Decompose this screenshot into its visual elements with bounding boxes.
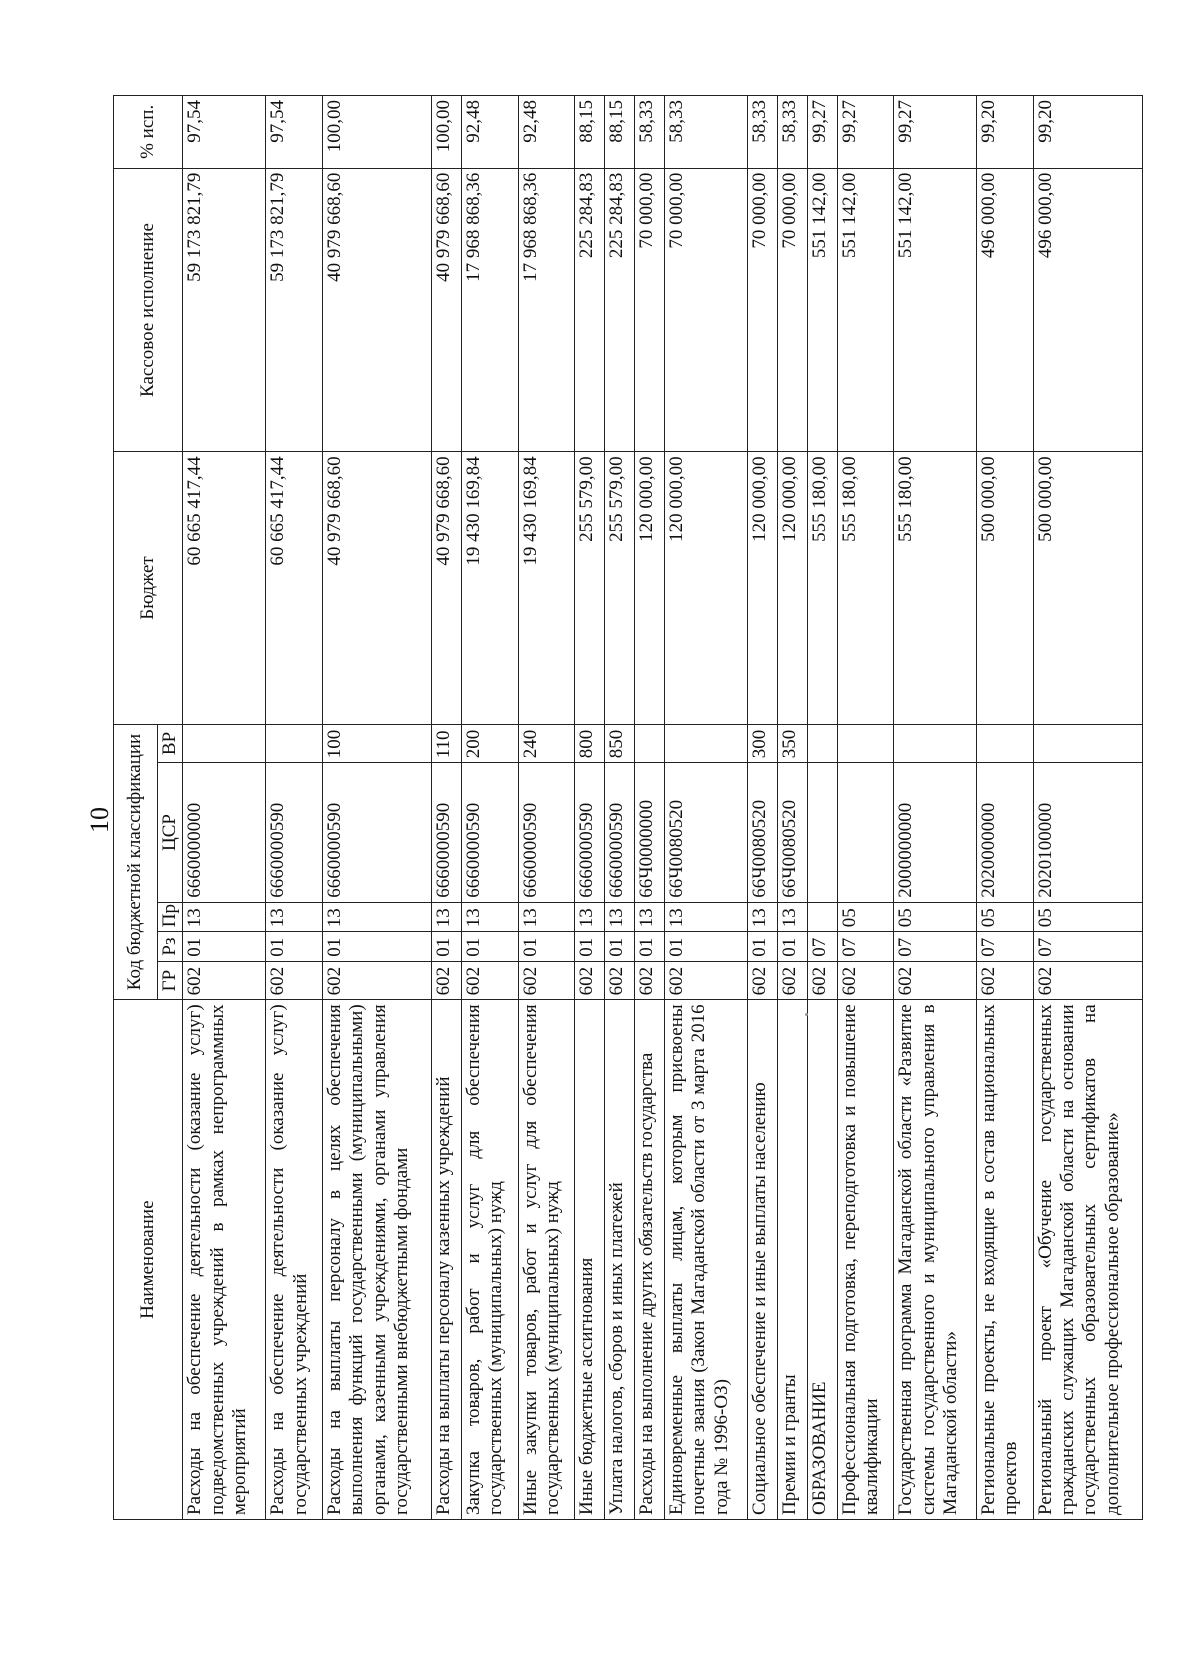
row-csr-cell bbox=[807, 763, 837, 903]
row-budget-cell: 120 000,00 bbox=[747, 452, 777, 724]
row-pr-cell: 13 bbox=[604, 902, 634, 932]
row-percent-cell: 99,20 bbox=[977, 96, 1033, 169]
row-csr-cell: 66Ч0080520 bbox=[664, 763, 747, 903]
row-percent-cell: 99,27 bbox=[807, 96, 837, 169]
row-csr-cell: 2020000000 bbox=[977, 763, 1033, 903]
header-rz: Рз bbox=[158, 932, 183, 962]
row-csr-cell: 6660000590 bbox=[322, 763, 431, 903]
row-execution-cell: 17 968 868,36 bbox=[518, 168, 574, 452]
row-pr-cell: 05 bbox=[837, 902, 893, 932]
row-csr-cell: 66Ч0080520 bbox=[747, 763, 777, 903]
row-pr-cell: 13 bbox=[432, 902, 462, 932]
row-vr-cell: 100 bbox=[322, 724, 431, 763]
row-percent-cell: 58,33 bbox=[747, 96, 777, 169]
table-row bbox=[894, 96, 977, 1520]
header-pr: Пр bbox=[158, 902, 183, 932]
row-execution-cell: 59 173 821,79 bbox=[183, 168, 266, 452]
row-name-cell: Государственная программа Магаданской области «Развитие системы государственного и муниципального управления в Магаданской области» bbox=[894, 1000, 977, 1520]
row-budget-cell: 120 000,00 bbox=[634, 452, 664, 724]
row-gr-cell: 602 bbox=[266, 961, 322, 1000]
header-execution: Кассовое исполнение bbox=[114, 168, 183, 452]
row-name-cell: Социальное обеспечение и иные выплаты населению bbox=[747, 1000, 777, 1520]
row-gr-cell: 602 bbox=[574, 961, 604, 1000]
row-pr-cell: 05 bbox=[1033, 902, 1143, 932]
row-gr-cell: 602 bbox=[837, 961, 893, 1000]
row-budget-cell: 555 180,00 bbox=[837, 452, 893, 724]
row-name-cell: Расходы на выплаты персоналу в целях обеспечения выполнения функций государственными (муниципальными) органами, казенными учреждениями, органами управления государственными внебюджетными фондами bbox=[322, 1000, 431, 1520]
row-rz-cell: 01 bbox=[574, 932, 604, 962]
table-row bbox=[837, 96, 893, 1520]
row-csr-cell: 6660000000 bbox=[183, 763, 266, 903]
row-execution-cell: 17 968 868,36 bbox=[462, 168, 518, 452]
row-rz-cell: 07 bbox=[894, 932, 977, 962]
row-execution-cell: 496 000,00 bbox=[1033, 168, 1143, 452]
row-gr-cell: 602 bbox=[432, 961, 462, 1000]
row-percent-cell: 100,00 bbox=[322, 96, 431, 169]
row-budget-cell: 19 430 169,84 bbox=[462, 452, 518, 724]
row-csr-cell: 66Ч0080520 bbox=[777, 763, 807, 903]
row-pr-cell: 05 bbox=[894, 902, 977, 932]
row-budget-cell: 500 000,00 bbox=[977, 452, 1033, 724]
row-budget-cell: 19 430 169,84 bbox=[518, 452, 574, 724]
row-pr-cell bbox=[807, 902, 837, 932]
row-percent-cell: 97,54 bbox=[183, 96, 266, 169]
row-percent-cell: 99,20 bbox=[1033, 96, 1143, 169]
table-row bbox=[322, 96, 431, 1520]
row-gr-cell: 602 bbox=[634, 961, 664, 1000]
row-pr-cell: 13 bbox=[266, 902, 322, 932]
row-rz-cell: 01 bbox=[664, 932, 747, 962]
row-pr-cell: 13 bbox=[322, 902, 431, 932]
row-csr-cell: 6660000590 bbox=[604, 763, 634, 903]
row-csr-cell: 6660000590 bbox=[574, 763, 604, 903]
budget-table bbox=[113, 95, 1143, 1520]
row-vr-cell bbox=[894, 724, 977, 763]
row-budget-cell: 120 000,00 bbox=[777, 452, 807, 724]
row-vr-cell: 350 bbox=[777, 724, 807, 763]
header-vr: ВР bbox=[158, 724, 183, 763]
table-body bbox=[183, 96, 1143, 1520]
row-name-cell: Региональный проект «Обучение государственных гражданских служащих Магаданской области на основании государственных образовательных сертификатов на дополнительное профессиональное образование» bbox=[1033, 1000, 1143, 1520]
row-rz-cell: 07 bbox=[837, 932, 893, 962]
header-gr: ГР bbox=[158, 961, 183, 1000]
row-csr-cell: 2020100000 bbox=[1033, 763, 1143, 903]
row-budget-cell: 120 000,00 bbox=[664, 452, 747, 724]
row-execution-cell: 70 000,00 bbox=[664, 168, 747, 452]
row-vr-cell: 200 bbox=[462, 724, 518, 763]
row-percent-cell: 99,27 bbox=[894, 96, 977, 169]
row-execution-cell: 225 284,83 bbox=[574, 168, 604, 452]
row-name-cell: Региональные проекты, не входящие в состав национальных проектов bbox=[977, 1000, 1033, 1520]
row-name-cell: Профессиональная подготовка, переподготовка и повышение квалификации bbox=[837, 1000, 893, 1520]
table-row bbox=[574, 96, 604, 1520]
row-gr-cell: 602 bbox=[807, 961, 837, 1000]
page-number: 10 bbox=[85, 807, 114, 833]
row-rz-cell: 01 bbox=[266, 932, 322, 962]
row-execution-cell: 40 979 668,60 bbox=[322, 168, 431, 452]
row-name-cell: Расходы на выплаты персоналу казенных учреждений bbox=[432, 1000, 462, 1520]
row-rz-cell: 01 bbox=[634, 932, 664, 962]
row-execution-cell: 225 284,83 bbox=[604, 168, 634, 452]
row-vr-cell bbox=[807, 724, 837, 763]
row-execution-cell: 551 142,00 bbox=[894, 168, 977, 452]
row-budget-cell: 255 579,00 bbox=[574, 452, 604, 724]
header-percent: % исп. bbox=[114, 96, 183, 169]
row-name-cell: Уплата налогов, сборов и иных платежей bbox=[604, 1000, 634, 1520]
row-rz-cell: 07 bbox=[807, 932, 837, 962]
row-csr-cell: 6660000590 bbox=[266, 763, 322, 903]
row-percent-cell: 100,00 bbox=[432, 96, 462, 169]
header-budget: Бюджет bbox=[114, 452, 183, 724]
table-row bbox=[432, 96, 462, 1520]
table-row bbox=[634, 96, 664, 1520]
row-budget-cell: 555 180,00 bbox=[894, 452, 977, 724]
row-percent-cell: 92,48 bbox=[518, 96, 574, 169]
row-vr-cell: 240 bbox=[518, 724, 574, 763]
row-gr-cell: 602 bbox=[604, 961, 634, 1000]
row-pr-cell: 13 bbox=[574, 902, 604, 932]
row-rz-cell: 01 bbox=[518, 932, 574, 962]
row-vr-cell bbox=[664, 724, 747, 763]
table-row bbox=[1033, 96, 1143, 1520]
row-rz-cell: 01 bbox=[604, 932, 634, 962]
scan-speck bbox=[805, 1013, 808, 1016]
row-vr-cell: 300 bbox=[747, 724, 777, 763]
row-pr-cell: 13 bbox=[462, 902, 518, 932]
row-budget-cell: 40 979 668,60 bbox=[432, 452, 462, 724]
row-pr-cell: 13 bbox=[747, 902, 777, 932]
row-rz-cell: 01 bbox=[777, 932, 807, 962]
row-execution-cell: 70 000,00 bbox=[634, 168, 664, 452]
row-name-cell: Расходы на выполнение других обязательств государства bbox=[634, 1000, 664, 1520]
row-rz-cell: 01 bbox=[747, 932, 777, 962]
row-percent-cell: 58,33 bbox=[664, 96, 747, 169]
table-row bbox=[977, 96, 1033, 1520]
row-gr-cell: 602 bbox=[1033, 961, 1143, 1000]
row-csr-cell: 2000000000 bbox=[894, 763, 977, 903]
row-pr-cell: 13 bbox=[664, 902, 747, 932]
header-name: Наименование bbox=[114, 1000, 183, 1520]
row-csr-cell: 66Ч0000000 bbox=[634, 763, 664, 903]
row-rz-cell: 01 bbox=[183, 932, 266, 962]
row-gr-cell: 602 bbox=[664, 961, 747, 1000]
header-classification: Код бюджетной классификации bbox=[114, 724, 158, 1000]
header-csr: ЦСР bbox=[158, 763, 183, 903]
row-rz-cell: 07 bbox=[977, 932, 1033, 962]
row-pr-cell: 05 bbox=[977, 902, 1033, 932]
row-execution-cell: 551 142,00 bbox=[807, 168, 837, 452]
row-name-cell: Расходы на обеспечение деятельности (оказание услуг) подведомственных учреждений в рамках непрограммных мероприятий bbox=[183, 1000, 266, 1520]
row-budget-cell: 60 665 417,44 bbox=[266, 452, 322, 724]
row-percent-cell: 99,27 bbox=[837, 96, 893, 169]
row-gr-cell: 602 bbox=[777, 961, 807, 1000]
row-gr-cell: 602 bbox=[977, 961, 1033, 1000]
row-budget-cell: 255 579,00 bbox=[604, 452, 634, 724]
row-execution-cell: 40 979 668,60 bbox=[432, 168, 462, 452]
row-budget-cell: 40 979 668,60 bbox=[322, 452, 431, 724]
row-budget-cell: 555 180,00 bbox=[807, 452, 837, 724]
row-budget-cell: 60 665 417,44 bbox=[183, 452, 266, 724]
row-percent-cell: 88,15 bbox=[604, 96, 634, 169]
row-percent-cell: 88,15 bbox=[574, 96, 604, 169]
table-row bbox=[518, 96, 574, 1520]
row-pr-cell: 13 bbox=[777, 902, 807, 932]
row-execution-cell: 59 173 821,79 bbox=[266, 168, 322, 452]
row-name-cell: Иные закупки товаров, работ и услуг для обеспечения государственных (муниципальных) нужд bbox=[518, 1000, 574, 1520]
row-vr-cell: 800 bbox=[574, 724, 604, 763]
table-row bbox=[604, 96, 634, 1520]
row-percent-cell: 97,54 bbox=[266, 96, 322, 169]
table-row bbox=[266, 96, 322, 1520]
row-gr-cell: 602 bbox=[518, 961, 574, 1000]
row-vr-cell: 110 bbox=[432, 724, 462, 763]
row-csr-cell: 6660000590 bbox=[462, 763, 518, 903]
row-gr-cell: 602 bbox=[894, 961, 977, 1000]
row-rz-cell: 01 bbox=[432, 932, 462, 962]
row-rz-cell: 01 bbox=[462, 932, 518, 962]
row-pr-cell: 13 bbox=[183, 902, 266, 932]
row-percent-cell: 92,48 bbox=[462, 96, 518, 169]
table-row bbox=[777, 96, 807, 1520]
row-csr-cell: 6660000590 bbox=[432, 763, 462, 903]
row-vr-cell bbox=[634, 724, 664, 763]
table-row bbox=[183, 96, 266, 1520]
row-vr-cell: 850 bbox=[604, 724, 634, 763]
row-execution-cell: 70 000,00 bbox=[747, 168, 777, 452]
row-vr-cell bbox=[266, 724, 322, 763]
row-vr-cell bbox=[837, 724, 893, 763]
row-percent-cell: 58,33 bbox=[777, 96, 807, 169]
row-name-cell: Единовременные выплаты лицам, которым присвоены почетные звания (Закон Магаданской области от 3 марта 2016 года № 1996-ОЗ) bbox=[664, 1000, 747, 1520]
row-name-cell: Премии и гранты bbox=[777, 1000, 807, 1520]
row-gr-cell: 602 bbox=[747, 961, 777, 1000]
row-percent-cell: 58,33 bbox=[634, 96, 664, 169]
row-execution-cell: 551 142,00 bbox=[837, 168, 893, 452]
row-csr-cell: 6660000590 bbox=[518, 763, 574, 903]
row-gr-cell: 602 bbox=[183, 961, 266, 1000]
table-row bbox=[747, 96, 777, 1520]
row-vr-cell bbox=[1033, 724, 1143, 763]
row-name-cell: Иные бюджетные ассигнования bbox=[574, 1000, 604, 1520]
row-pr-cell: 13 bbox=[518, 902, 574, 932]
table-row bbox=[462, 96, 518, 1520]
row-gr-cell: 602 bbox=[462, 961, 518, 1000]
row-execution-cell: 70 000,00 bbox=[777, 168, 807, 452]
row-name-cell: ОБРАЗОВАНИЕ bbox=[807, 1000, 837, 1520]
row-vr-cell bbox=[977, 724, 1033, 763]
row-rz-cell: 01 bbox=[322, 932, 431, 962]
row-name-cell: Закупка товаров, работ и услуг для обеспечения государственных (муниципальных) нужд bbox=[462, 1000, 518, 1520]
row-gr-cell: 602 bbox=[322, 961, 431, 1000]
row-execution-cell: 496 000,00 bbox=[977, 168, 1033, 452]
row-csr-cell bbox=[837, 763, 893, 903]
table-row bbox=[664, 96, 747, 1520]
row-budget-cell: 500 000,00 bbox=[1033, 452, 1143, 724]
table-row bbox=[807, 96, 837, 1520]
row-vr-cell bbox=[183, 724, 266, 763]
row-rz-cell: 07 bbox=[1033, 932, 1143, 962]
row-pr-cell: 13 bbox=[634, 902, 664, 932]
row-name-cell: Расходы на обеспечение деятельности (оказание услуг) государственных учреждений bbox=[266, 1000, 322, 1520]
document-table-wrapper bbox=[113, 95, 1143, 1520]
